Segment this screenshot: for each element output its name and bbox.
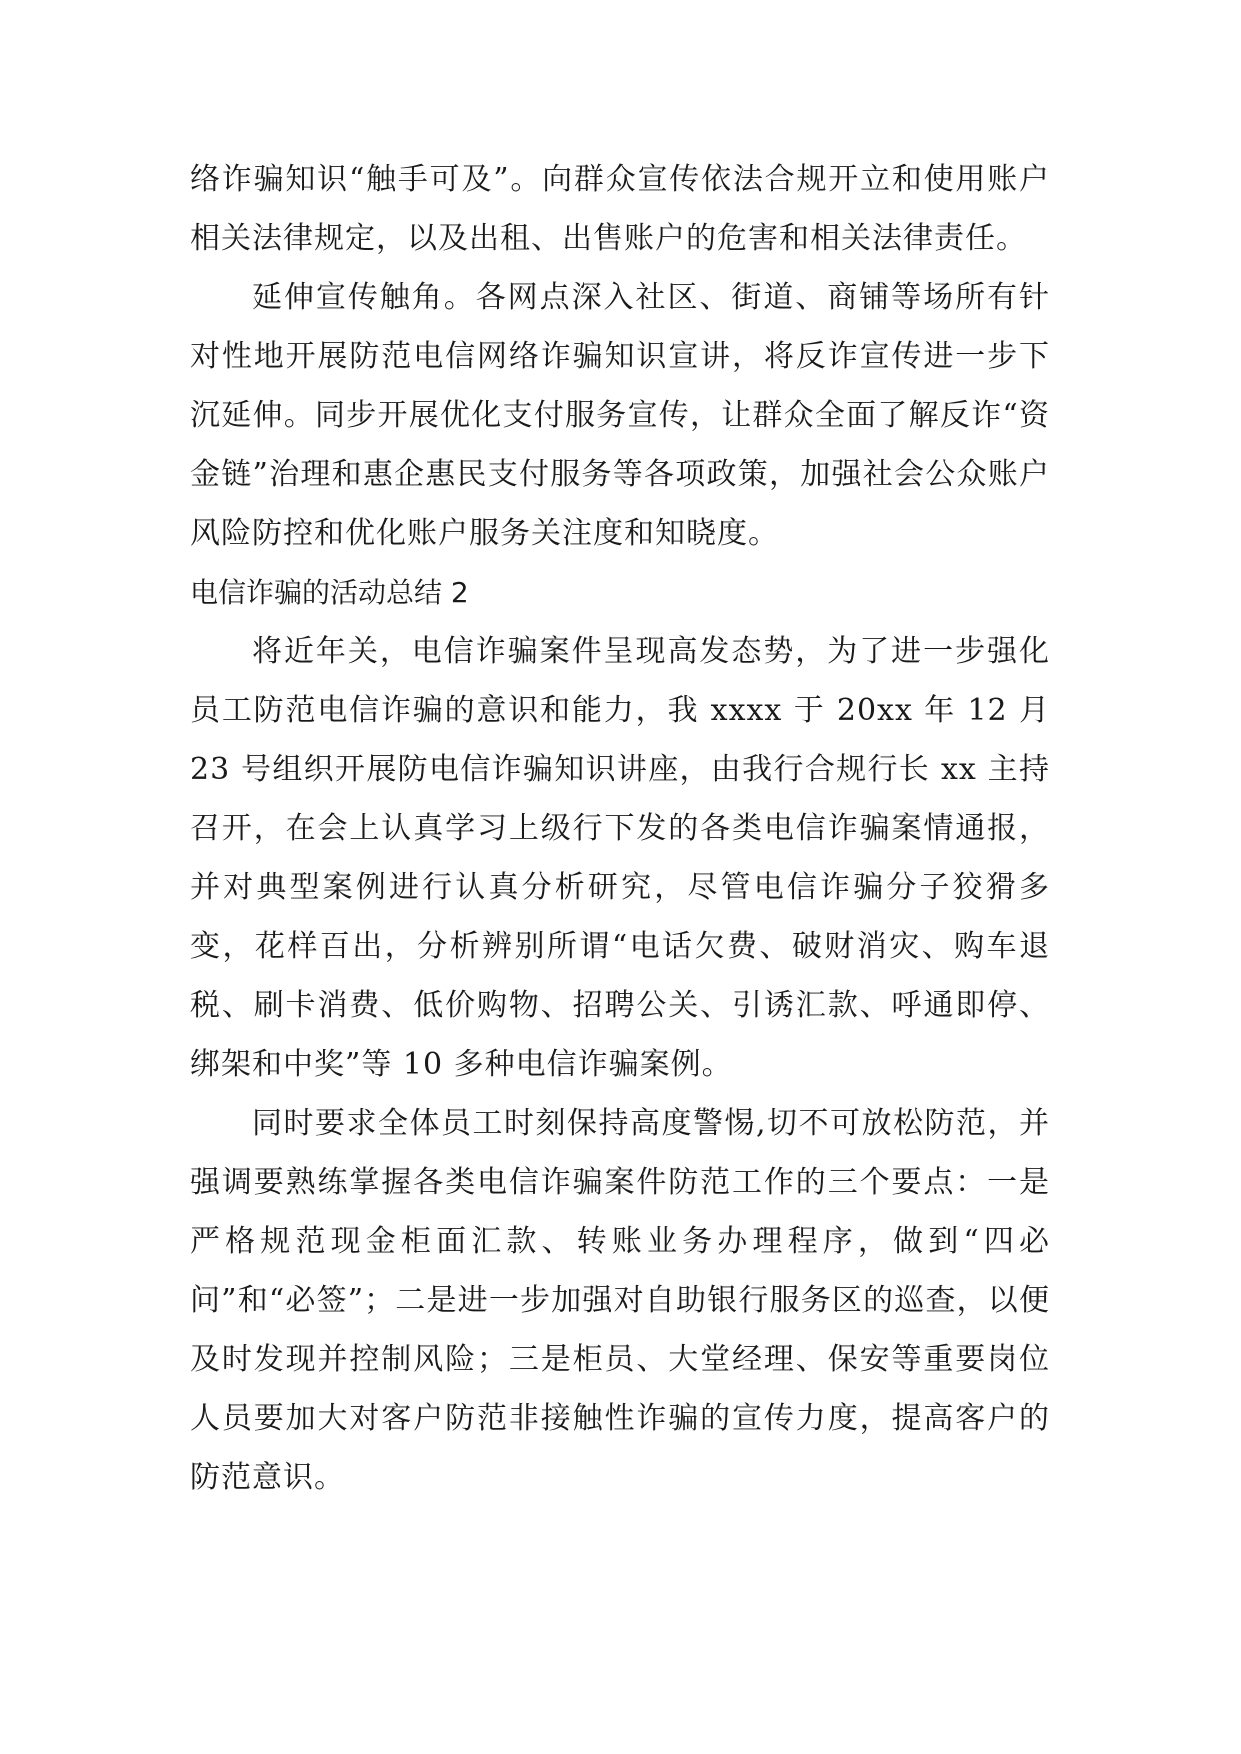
document-body: [190, 150, 1050, 1507]
section-heading: 电信诈骗的活动总结 2: [190, 576, 469, 609]
paragraph-continued: 络诈骗知识“触手可及”。向群众宣传依法合规开立和使用账户相关法律规定，以及出租、出售账户的危害和相关法律责任。: [190, 162, 1050, 256]
paragraph-extend-outreach: 延伸宣传触角。各网点深入社区、街道、商铺等场所有针对性地开展防范电信网络诈骗知识宣讲，将反诈宣传进一步下沉延伸。同步开展优化支付服务宣传，让群众全面了解反诈“资金链”治理和惠企惠民支付服务等各项政策，加强社会公众账户风险防控和优化账户服务关注度和知晓度。: [190, 280, 1050, 551]
paragraph-lecture-summary: 将近年关，电信诈骗案件呈现高发态势，为了进一步强化员工防范电信诈骗的意识和能力，我 xxxx 于 20xx 年 12 月 23 号组织开展防电信诈骗知识讲座，由我行合规行长 xx 主持召开，在会上认真学习上级行下发的各类电信诈骗案情通报，并对典型案例进行认真分析研究，尽管电信诈骗分子狡猾多变，花样百出，分析辨别所谓“电话欠费、破财消灾、购车退税、刷卡消费、低价购物、招聘公关、引诱汇款、呼通即停、绑架和中奖”等 10 多种电信诈骗案例。: [190, 634, 1050, 1082]
paragraph-staff-requirements: 同时要求全体员工时刻保持高度警惕,切不可放松防范，并强调要熟练掌握各类电信诈骗案件防范工作的三个要点：一是严格规范现金柜面汇款、转账业务办理程序，做到“四必问”和“必签”；二是进一步加强对自助银行服务区的巡查，以便及时发现并控制风险；三是柜员、大堂经理、保安等重要岗位人员要加大对客户防范非接触性诈骗的宣传力度，提高客户的防范意识。: [190, 1106, 1050, 1495]
